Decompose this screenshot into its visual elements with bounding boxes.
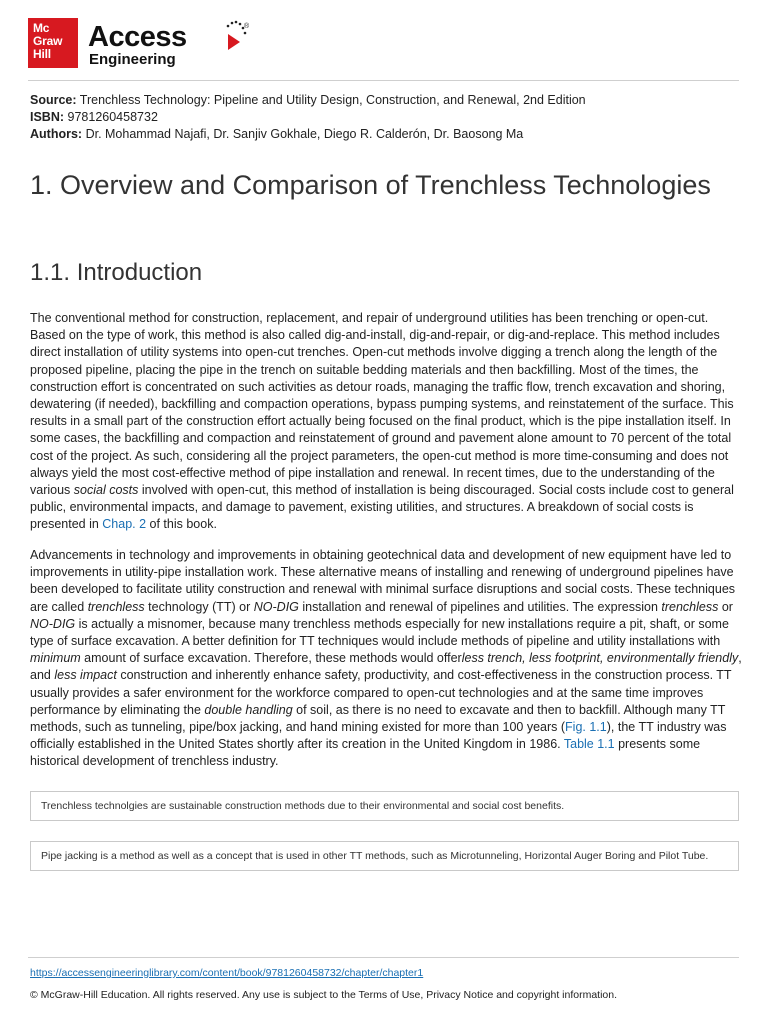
para2-text-d: or [718, 599, 733, 614]
intro-paragraph-2 [30, 547, 742, 771]
para2-italic-4: NO-DIG [30, 616, 76, 631]
para2-text-h: construction and inherently enhance safety, productivity, and cost-effectiveness in the construction process. TT usually provides a safer environment for the workforce compared to open-cut technologies and at the same time improves performance by eliminating the [30, 668, 732, 717]
para2-italic-1: trenchless [87, 599, 145, 614]
table-1-1-link[interactable]: Table 1.1 [563, 737, 615, 752]
para2-text-c: installation and renewal of pipelines and utilities. The expression [298, 599, 662, 614]
registered-mark: ® [244, 23, 250, 30]
source-label: Source: [30, 93, 77, 107]
copyright-notice: © McGraw-Hill Education. All rights reserved. Any use is subject to the Terms of Use, Privacy Notice and copyright information. [30, 989, 618, 1001]
mcgraw-hill-logo[interactable] [28, 18, 78, 68]
brand-access[interactable]: Access [88, 21, 187, 53]
para2-italic-8: double handling [204, 702, 293, 717]
section-title: 1.1. Introduction [30, 259, 203, 286]
note-box-2: Pipe jacking is a method as well as a concept that is used in other TT methods, such as Microtunneling, Horizontal Auger Boring and Pilot Tube. [30, 841, 739, 871]
access-arrow-icon [224, 20, 250, 68]
logo-line-3: Hill [33, 47, 51, 61]
authors-label: Authors: [30, 127, 83, 141]
isbn-label: ISBN: [30, 110, 65, 124]
fig-1-1-link[interactable]: Fig. 1.1 [565, 720, 607, 735]
para2-italic-7: less impact [54, 668, 117, 683]
para2-italic-6: less trench, less footprint, environmentally friendly [461, 651, 739, 666]
authors-line [30, 126, 586, 143]
site-header [28, 18, 748, 70]
para2-text-k: ), the TT industry was officially established in the United States shortly after its creation in the United Kingdom in 1986. [30, 720, 727, 752]
isbn-value: 9781260458732 [67, 110, 158, 124]
header-divider [28, 80, 739, 81]
para1-text-d: of this book. [146, 517, 217, 532]
para2-italic-3: trenchless [661, 599, 719, 614]
logo-line-2: Graw [33, 34, 63, 48]
para1-italic-social-costs: social costs [73, 483, 139, 498]
para2-text-a: Advancements in technology and improvements in obtaining geotechnical data and development of new equipment have led to improvements in utility-pipe installation work. These alternative means of installing and renewing of underground pipelines have been developed to facilitate utility construction and renewal with minimal surface disruptions and social costs. These techniques are called [30, 548, 736, 614]
para2-text-f: amount of surface excavation. Therefore, these methods would offer [80, 651, 462, 666]
brand-engineering: Engineering [89, 51, 176, 68]
source-value: Trenchless Technology: Pipeline and Utility Design, Construction, and Renewal, 2nd Edition [79, 93, 586, 107]
chap-2-link[interactable]: Chap. 2 [102, 517, 147, 532]
para2-text-j: of soil, as there is no need to excavate and then to backfill. Although many TT methods, such as tunneling, pipe/box jacking, and hand mining existed for more than 100 years ( [30, 702, 726, 735]
para2-text-e: is actually a misnomer, because many trenchless methods especially for new installations require a pit, shaft, or some type of surface excavation. A better definition for TT techniques would include methods of pipeline and utility installations with [30, 616, 729, 649]
note-box-1: Trenchless technolgies are sustainable construction methods due to their environmental and social cost benefits. [30, 791, 739, 821]
logo-line-1: Mc [33, 21, 50, 35]
para2-text-g: , and [30, 651, 742, 683]
para1-text-c: involved with open-cut, this method of installation is being discouraged. Social costs include cost to general public, environmental impacts, and damage to pavement, existing utilities, and structures. A breakdown of social costs is presented in [30, 483, 734, 532]
authors-value: Dr. Mohammad Najafi, Dr. Sanjiv Gokhale, Diego R. Calderón, Dr. Baosong Ma [85, 127, 524, 141]
para2-italic-2: NO-DIG [253, 599, 299, 614]
book-metadata [30, 92, 586, 143]
para2-italic-5: minimum [30, 651, 81, 666]
chapter-title: 1. Overview and Comparison of Trenchless Technologies [30, 170, 711, 200]
para1-text-a: The conventional method for construction, replacement, and repair of underground utilities has been trenching or open-cut. Based on the type of work, this method is also called dig-and-install, dig-and-repair, or dig-and-replace. This method includes direct installation of utility systems into open-cut trenches. Open-cut methods involve digging a trench along the length of the proposed pipeline, placing the pipe in the trench on suitable bedding materials and then backfilling. Most of the times, the construction effort is concentrated on such activities as detour roads, managing the traffic flow, trench excavation and shoring, dewatering (if needed), backfilling and compaction operations, bypass pumping systems, and reinstatement of the surface. This results in a small part of the construction effort actually being focused on the final product, which is the pipe installation itself. In some cases, the backfilling and compaction and reinstatement of ground and pavement alone amount to 70 percent of the total cost of the project. As such, considering all the project parameters, the open-cut method is more time-consuming and does not always yield the most cost-effective method of pipe installation and renewal. In recent times, due to the understanding of the various [30, 311, 734, 498]
chapter-url-link[interactable]: https://accessengineeringlibrary.com/content/book/9781260458732/chapter/chapter1 [30, 967, 424, 979]
isbn-line [30, 109, 586, 126]
para2-text-b: technology (TT) or [144, 599, 254, 614]
para2-text-l: presents some historical development of trenchless industry. [30, 737, 701, 769]
intro-paragraph-1 [30, 310, 742, 534]
source-line [30, 92, 586, 109]
footer-divider [28, 957, 739, 958]
